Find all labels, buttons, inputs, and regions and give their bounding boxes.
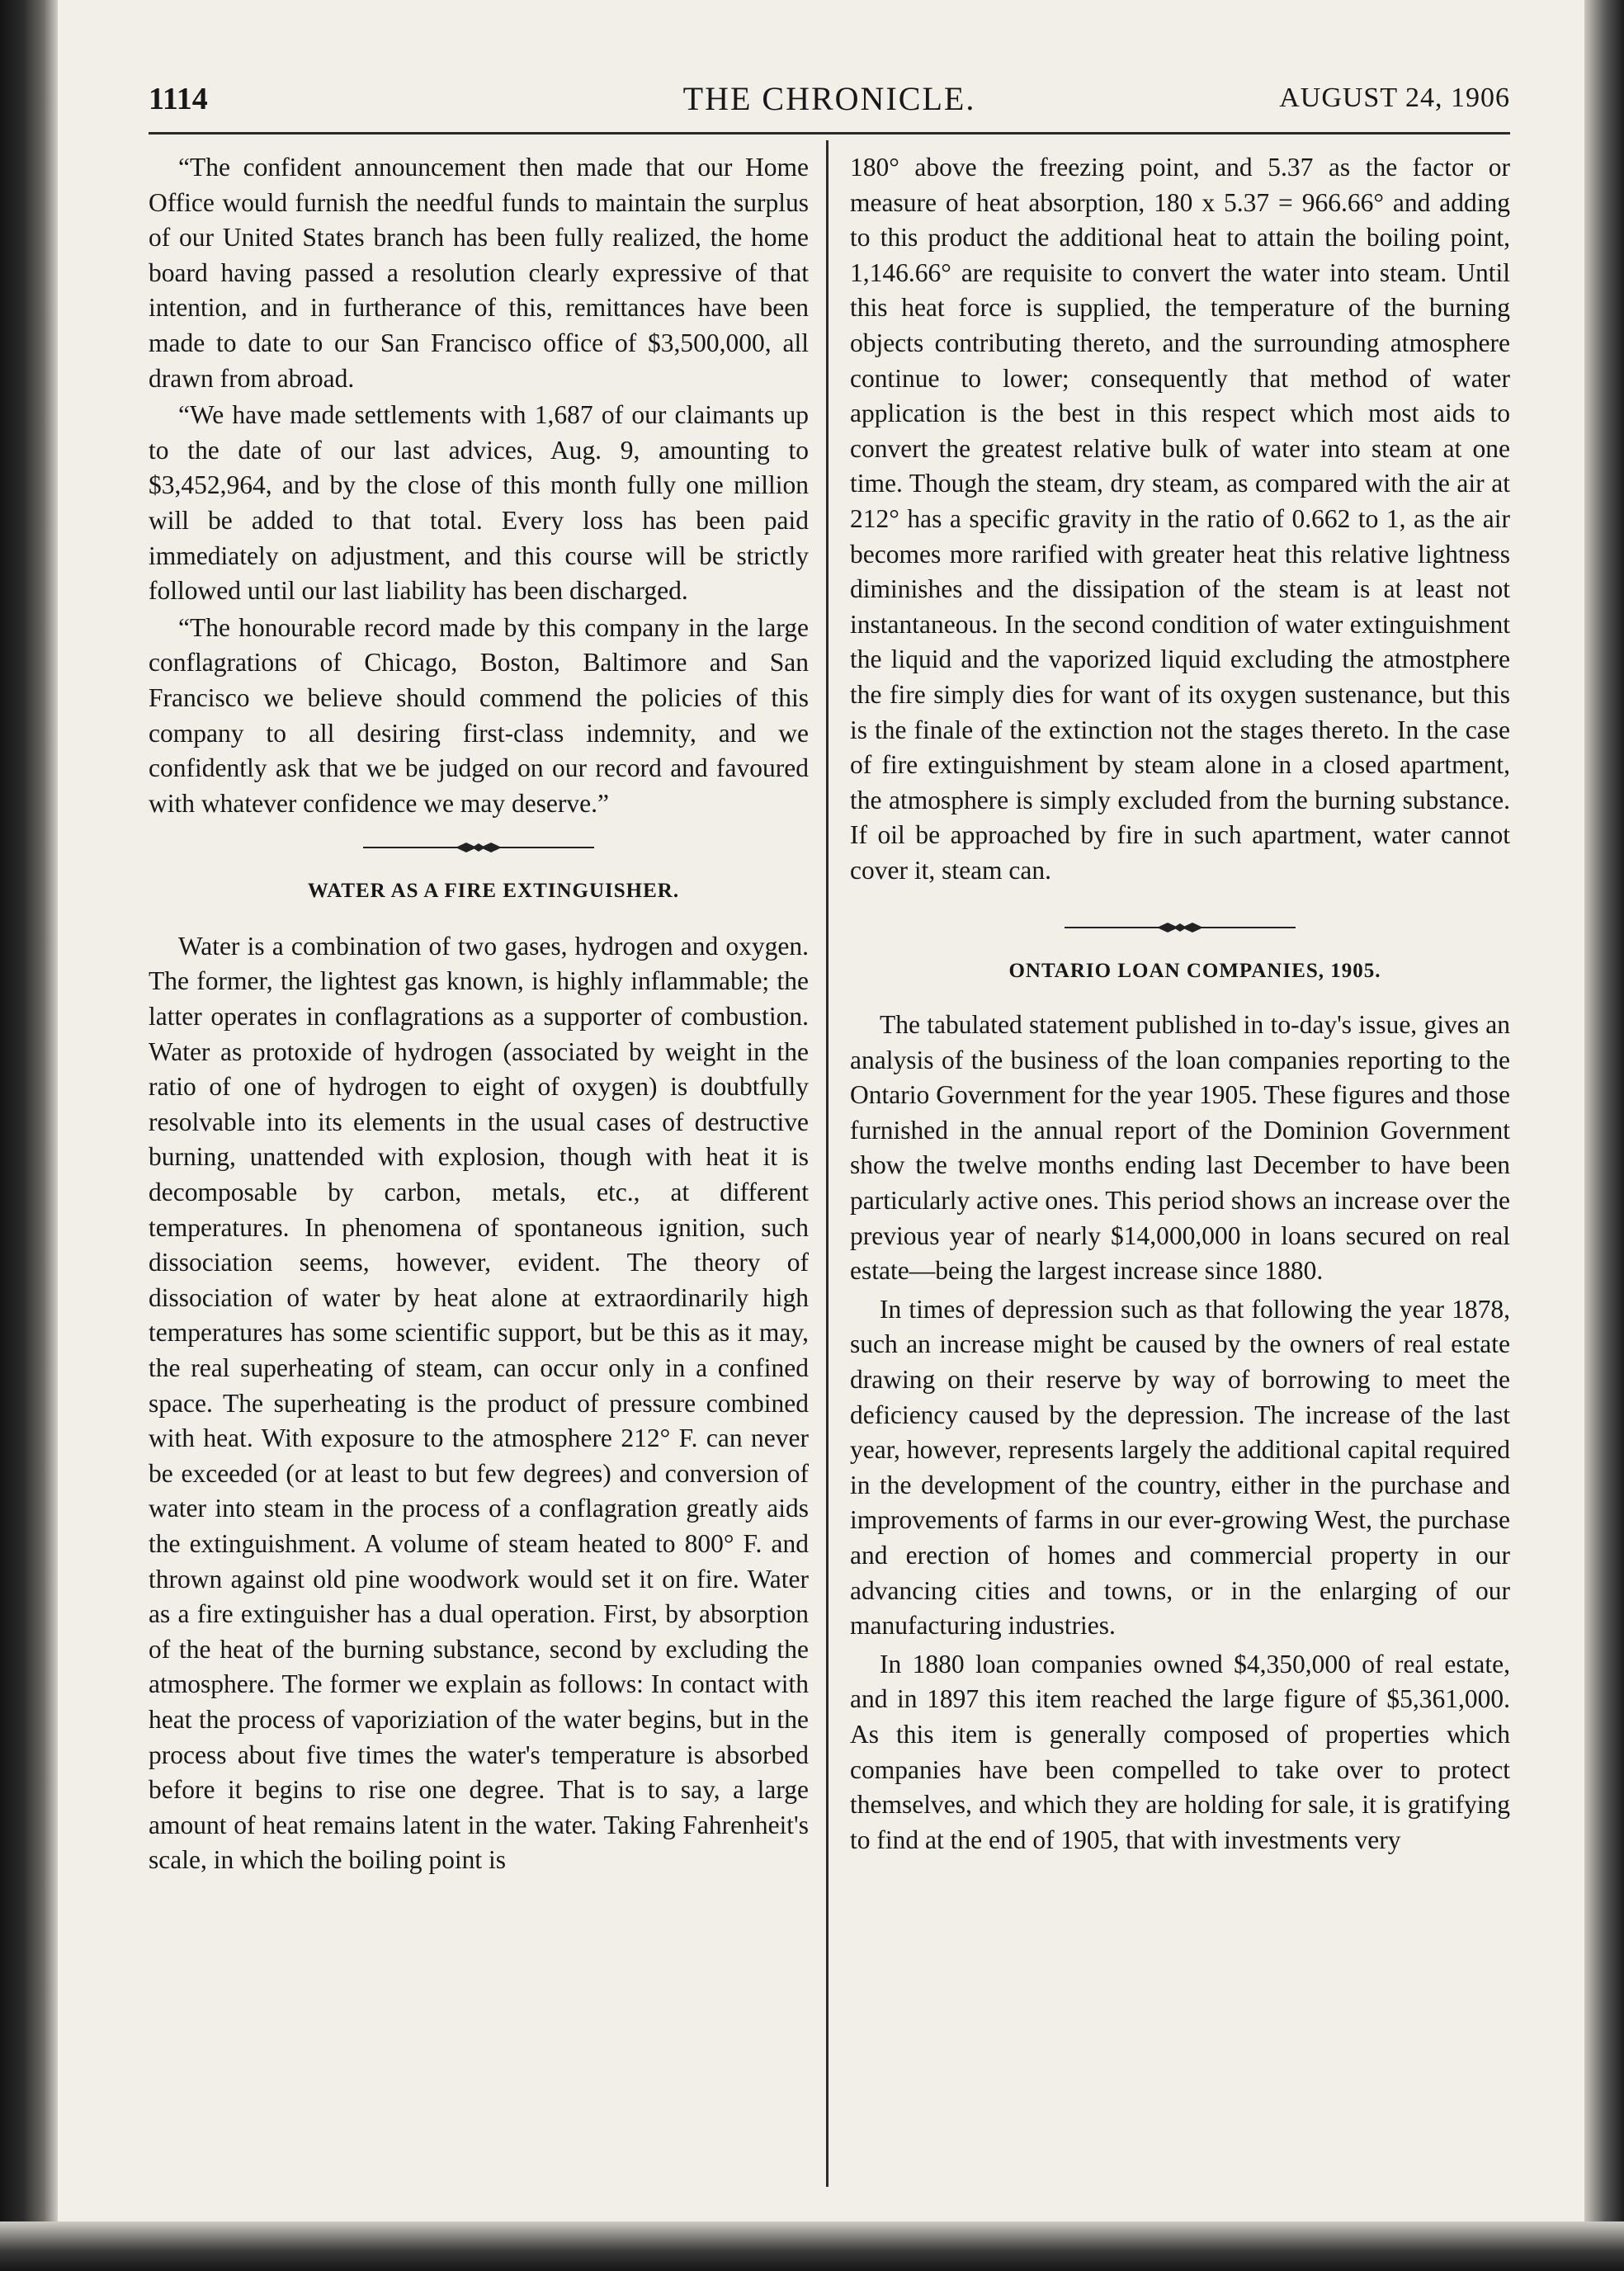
issue-date: AUGUST 24, 1906: [1279, 83, 1510, 113]
column-rule: [826, 140, 829, 2187]
article-paragraph: In 1880 loan companies owned $4,350,000 of real estate, and in 1897 this item reached the large figure of $5,361,000. As this item is generally composed of properties which companies have been compelled to take over to protect themselves, and which they are holding for sale, it is gratifying to find at the end of 1905, that with investments very: [850, 1649, 1510, 1854]
section-divider-ornament: [363, 841, 594, 854]
journal-title: THE CHRONICLE.: [682, 80, 976, 117]
page-number: 1114: [149, 82, 208, 116]
page-edge-shadow: [1584, 0, 1624, 2271]
section-heading: ONTARIO LOAN COMPANIES, 1905.: [1008, 960, 1381, 983]
article-paragraph: “The honourable record made by this company in the large conflagrations of Chicago, Boston, Baltimore and San Francisco we believe should commend the policies of this company to all desiring first-class indemnity, and we confidently ask that we be judged on our record and favoured with whatever confidence we may deserve.”: [149, 612, 809, 818]
section-divider-ornament: [1065, 921, 1296, 934]
newspaper-page: [149, 74, 1510, 2203]
article-paragraph: The tabulated statement published in to-day's issue, gives an analysis of the business of the loan companies reporting to the Ontario Government for the year 1905. These figures and those furnished in the annual report of the Dominion Government show the twelve months ending last December to have been particularly active ones. This period shows an increase over the previous year of nearly $14,000,000 in loans secured on real estate—being the largest increase since 1880.: [850, 1010, 1510, 1286]
right-column: [850, 150, 1510, 1858]
article-paragraph: Water is a combination of two gases, hydrogen and oxygen. The former, the lightest gas known, is highly inflammable; the latter operates in conflagrations as a supporter of combustion. Water as protoxide of hydrogen (associated by weight in the ratio of one of hydrogen to eight of oxygen) is doubtfully resolvable into its elements in the usual cases of destructive burning, unattended with explosion, though with heat it is decomposable by carbon, metals, etc., at different temperatures. In phenomena of spontaneous ignition, such dissociation seems, however, evident. The theory of dissociation of water by heat alone at extraordinarily high temperatures has some scientific support, but be this as it may, the real superheating of steam, can occur only in a confined space. The superheating is the product of pressure combined with heat. With exposure to the atmosphere 212° F. can never be exceeded (or at least to but few degrees) and conversion of water into steam in the process of a conflagration greatly aids the extinguishment. A volume of steam heated to 800° F. and thrown against old pine woodwork would set it on fire. Water as a fire extinguisher has a dual operation. First, by absorption of the heat of the burning substance, second by excluding the atmosphere. The former we explain as follows: In contact with heat the process of vaporiziation of the water begins, but in the process about five times the water's temperature is absorbed before it begins to rise one degree. That is to say, a large amount of heat remains latent in the water. Taking Fahrenheit's scale, in which the boiling point is: [149, 931, 809, 1875]
article-paragraph: “The confident announcement then made that our Home Office would furnish the needful funds to maintain the surplus of our United States branch has been fully realized, the home board having passed a resolution clearly expressive of that intention, and in furtherance of this, remittances have been made to date to our San Francisco office of $3,500,000, all drawn from abroad.: [149, 153, 809, 393]
bottom-edge-shadow: [0, 2221, 1624, 2271]
left-column: [149, 150, 809, 1878]
article-paragraph: “We have made settlements with 1,687 of our claimants up to the date of our last advices, Aug. 9, amounting to $3,452,964, and by the close of this month fully one million will be added to that total. Every loss has been paid immediately on adjustment, and this course will be strictly followed until our last liability has been discharged.: [149, 400, 809, 606]
running-header: [149, 74, 1510, 135]
article-paragraph: In times of depression such as that following the year 1878, such an increase might be caused by the owners of real estate drawing on their reserve by way of borrowing to meet the deficiency caused by the depression. The increase of the last year, however, represents largely the additional capital required in the development of the country, either in the purchase and improvements of farms in our ever-growing West, the purchase and erection of homes and commercial property in our advancing cities and towns, or in the enlarging of our manufacturing industries.: [850, 1294, 1510, 1641]
article-paragraph: 180° above the freezing point, and 5.37 as the factor or measure of heat absorption, 180 x 5.37 = 966.66° and adding to this product the additional heat to attain the boiling point, 1,146.66° are requisite to convert the water into steam. Until this heat force is supplied, the temperature of the burning objects contributing thereto, and the surrounding atmosphere continue to lower; consequently that method of water application is the best in this respect which most aids to convert the greatest relative bulk of water into steam at one time. Though the steam, dry steam, as compared with the air at 212° has a specific gravity in the ratio of 0.662 to 1, as the air becomes more rarified with greater heat this relative lightness diminishes and the dissipation of the steam is at least not instantaneous. In the second condition of water extinguishment the liquid and the vaporized liquid excluding the atmostphere the fire simply dies for want of its oxygen sustenance, but this is the finale of the extinction not the stages thereto. In the case of fire extinguishment by steam alone in a closed apartment, the atmosphere is simply excluded from the burning substance. If oil be approached by fire in such apartment, water cannot cover it, steam can.: [850, 153, 1510, 885]
book-binding-shadow: [0, 0, 58, 2271]
section-heading: WATER AS A FIRE EXTINGUISHER.: [307, 880, 680, 903]
